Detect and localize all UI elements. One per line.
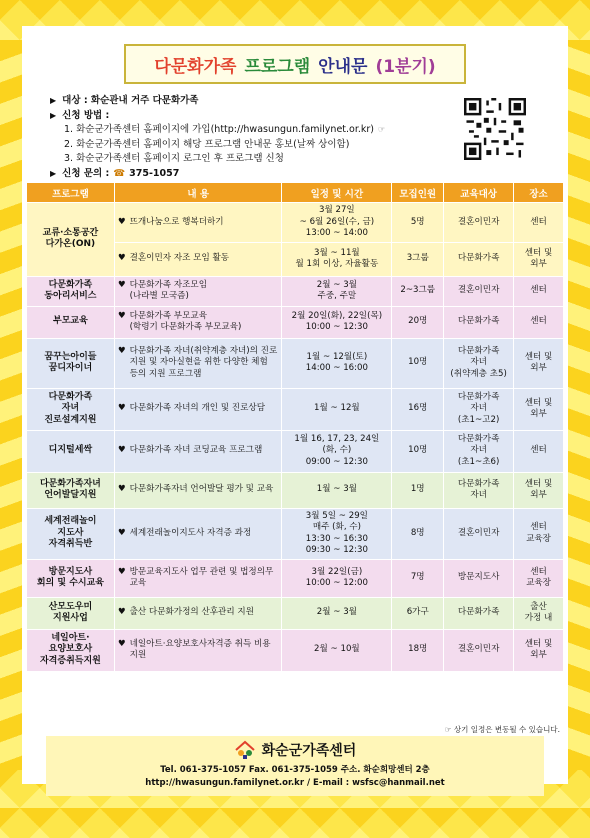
count-cell (392, 508, 444, 559)
program-name-cell (27, 472, 115, 508)
content-text: 다문화가족 자녀 코딩교육 프로그램 (129, 445, 263, 456)
schedule-text: 3월 5일 ~ 29일 매주 (화, 수) 13:30 ~ 16:30 09:30 ~ 12:30 (305, 510, 368, 555)
schedule-cell (282, 430, 392, 472)
count-cell (392, 472, 444, 508)
content-wrap (118, 567, 279, 590)
target-cell (444, 306, 514, 338)
target-text: 결혼이민자 (457, 285, 500, 296)
application-info (50, 94, 450, 181)
schedule-text: 1월 ~ 12월(토) 14:00 ~ 16:00 (305, 351, 368, 373)
content-cell (114, 508, 282, 559)
place-text: 센터 (530, 316, 547, 327)
schedule-text: 1월 ~ 3월 (316, 484, 357, 495)
footer (46, 736, 544, 796)
schedule-cell (282, 203, 392, 243)
count-text: 20명 (408, 316, 428, 327)
content-cell (114, 597, 282, 629)
column-header-program: 프로그램 (27, 183, 115, 203)
title-part-3: 안내문 (318, 56, 368, 77)
qr-code[interactable] (464, 98, 526, 160)
schedule-cell (282, 508, 392, 559)
content-cell (114, 430, 282, 472)
schedule-cell (282, 242, 392, 276)
program-name: 세계전래놀이 지도사 자격취득반 (44, 516, 97, 550)
count-text: 7명 (410, 572, 425, 583)
content-text: 출산 다문화가정의 산후관리 지원 (129, 607, 254, 618)
content-text: 뜨개나눔으로 행복더하기 (129, 216, 224, 227)
program-name-cell (27, 629, 115, 671)
table-row (27, 597, 564, 629)
content-wrap (118, 403, 279, 415)
column-header-place: 장소 (514, 183, 564, 203)
table-row (27, 338, 564, 388)
column-header-content: 내 용 (114, 183, 282, 203)
place-cell (514, 338, 564, 388)
count-text: 6가구 (406, 607, 429, 618)
content-cell (114, 203, 282, 243)
place-cell (514, 472, 564, 508)
title-part-4: (1분기) (375, 56, 436, 77)
program-name-cell (27, 508, 115, 559)
target-text: 결혼이민자 (457, 216, 500, 227)
count-cell (392, 629, 444, 671)
count-cell (392, 559, 444, 597)
schedule-cell (282, 559, 392, 597)
place-text: 센터 (530, 216, 547, 227)
schedule-text: 3월 22일(금) 10:00 ~ 12:00 (305, 566, 368, 588)
count-cell (392, 430, 444, 472)
heart-bullet-icon: ♥ (117, 253, 126, 264)
count-text: 18명 (408, 644, 428, 655)
target-text: 다문화가족 자녀 (취약계층 초5) (450, 345, 507, 379)
target-cell (444, 276, 514, 306)
program-name-cell (27, 338, 115, 388)
content-cell (114, 306, 282, 338)
heart-bullet-icon: ♥ (117, 403, 126, 414)
place-text: 센터 및 외부 (524, 351, 553, 373)
family-center-logo-icon (234, 740, 256, 760)
count-text: 2~3그룹 (400, 285, 436, 296)
schedule-cell (282, 306, 392, 338)
program-name: 다문화가족자녀 언어발달지원 (39, 478, 101, 500)
program-name-cell (27, 276, 115, 306)
content-cell (114, 388, 282, 430)
content-wrap (118, 445, 279, 457)
heart-bullet-icon: ♥ (117, 607, 126, 618)
program-name-cell (27, 306, 115, 338)
program-name: 꿈꾸는아이들 꿈디자이너 (44, 351, 97, 373)
table-row (27, 559, 564, 597)
triangle-bullet-icon: ▶ (50, 96, 57, 105)
target-text: 결혼이민자 (457, 644, 500, 655)
place-text: 센터 및 외부 (524, 638, 553, 660)
target-cell (444, 203, 514, 243)
table-row (27, 508, 564, 559)
decorative-border-left (0, 40, 22, 770)
program-name: 네일아트· 요양보호사 자격증취득지원 (39, 632, 101, 666)
target-cell (444, 338, 514, 388)
count-text: 1명 (410, 484, 425, 495)
count-cell (392, 306, 444, 338)
schedule-cell (282, 597, 392, 629)
table-row (27, 472, 564, 508)
heart-bullet-icon: ♥ (117, 445, 126, 456)
program-name-cell (27, 203, 115, 277)
heart-bullet-icon: ♥ (117, 310, 126, 321)
qr-code-icon (464, 98, 526, 160)
schedule-cell (282, 276, 392, 306)
place-cell (514, 559, 564, 597)
target-text: 방문지도사 (457, 572, 500, 583)
place-cell (514, 508, 564, 559)
place-cell (514, 276, 564, 306)
place-cell (514, 242, 564, 276)
inquiry-label: 신청 문의 : (62, 167, 110, 179)
content-cell (114, 242, 282, 276)
place-text: 센터 교육장 (526, 522, 551, 544)
count-cell (392, 338, 444, 388)
place-text: 센터 및 외부 (524, 478, 553, 500)
target-text: 다문화가족 자녀 (초1~고2) (457, 391, 500, 425)
count-text: 8명 (410, 527, 425, 538)
schedule-cell (282, 629, 392, 671)
method-step-3: 3. 화순군가족센터 홈페이지 로그인 후 프로그램 신청 (64, 153, 284, 164)
schedule-text: 3월 ~ 11월 월 1회 이상, 자율활동 (295, 247, 379, 269)
program-name-cell (27, 430, 115, 472)
target-text: 다문화가족 자녀 (초1~초6) (457, 433, 500, 467)
target-cell (444, 388, 514, 430)
place-text: 센터 (530, 285, 547, 296)
heart-bullet-icon: ♥ (117, 527, 126, 538)
content-wrap (118, 528, 279, 540)
method-step-1[interactable]: 1. 화순군가족센터 홈페이지에 가입(http://hwasungun.familynet.or.kr) (64, 124, 375, 135)
count-cell (392, 242, 444, 276)
content-wrap (118, 280, 279, 303)
method-label: 신청 방법 : (62, 109, 110, 121)
target-cell (444, 430, 514, 472)
notice-sheet (22, 26, 568, 788)
content-text: 다문화가족 부모교육 (학령기 다문화가족 부모교육) (129, 310, 242, 332)
title-part-2: 프로그램 (244, 56, 311, 77)
schedule-note (445, 724, 560, 735)
content-text: 방문교육지도사 업무 관련 및 법정의무교육 (129, 566, 274, 588)
heart-bullet-icon: ♥ (117, 345, 126, 356)
schedule-text: 2월 ~ 3월 주중, 주말 (316, 279, 357, 301)
table-header-row (27, 183, 564, 203)
place-cell (514, 203, 564, 243)
program-name: 부모교육 (53, 316, 88, 327)
schedule-text: 1월 16, 17, 23, 24일 (화, 수) 09:00 ~ 12:30 (294, 433, 380, 467)
table-row (27, 306, 564, 338)
content-text: 다문화가족자녀 언어발달 평가 및 교육 (129, 484, 274, 495)
count-text: 16명 (408, 403, 428, 414)
program-name: 교류·소통공간 다가온(ON) (42, 227, 99, 250)
heart-bullet-icon: ♥ (117, 566, 126, 577)
target-cell (444, 629, 514, 671)
content-cell (114, 559, 282, 597)
place-text: 센터 및 외부 (524, 397, 553, 419)
schedule-cell (282, 472, 392, 508)
schedule-text: 2월 ~ 3월 (316, 607, 357, 618)
phone-icon: ☎ (113, 167, 126, 179)
content-text: 결혼이민자 자조 모임 활동 (129, 253, 230, 264)
place-cell (514, 629, 564, 671)
column-header-schedule: 일정 및 시간 (282, 183, 392, 203)
content-text: 다문화가족 자녀의 개인 및 진로상담 (129, 403, 266, 414)
target-text: 결혼이민자 (457, 527, 500, 538)
target-cell (444, 559, 514, 597)
place-cell (514, 430, 564, 472)
note-text: 상기 일정은 변동될 수 있습니다. (453, 725, 560, 734)
count-cell (392, 388, 444, 430)
target-cell (444, 242, 514, 276)
place-text: 센터 교육장 (526, 566, 551, 588)
program-name: 산모도우미 지원사업 (48, 601, 93, 623)
column-header-count: 모집인원 (392, 183, 444, 203)
content-text: 다문화가족 자녀(취약계층 자녀)의 진로지원 및 자아실현을 위한 다양한 체험 등의 지원 프로그램 (129, 345, 278, 379)
heart-bullet-icon: ♥ (117, 216, 126, 227)
inquiry-phone: 375-1057 (129, 167, 180, 179)
count-text: 10명 (408, 357, 428, 368)
target-cell (444, 597, 514, 629)
count-cell (392, 203, 444, 243)
content-wrap (118, 253, 279, 265)
schedule-cell (282, 388, 392, 430)
count-cell (392, 276, 444, 306)
content-wrap (118, 484, 279, 496)
target-cell (444, 472, 514, 508)
program-name: 방문지도사 회의 및 수시교육 (36, 566, 104, 588)
content-text: 다문화가족 자조모임 (나라별 모국즘) (129, 279, 208, 301)
count-text: 10명 (408, 445, 428, 456)
triangle-bullet-icon: ▶ (50, 110, 57, 120)
triangle-bullet-icon: ▶ (50, 168, 57, 178)
place-text: 출산 가정 내 (524, 601, 553, 623)
table-row (27, 276, 564, 306)
place-cell (514, 306, 564, 338)
center-name: 화순군가족센터 (261, 743, 357, 759)
schedule-text: 1월 ~ 12월 (314, 403, 360, 414)
place-text: 센터 (530, 445, 547, 456)
content-text: 네일아트·요양보호사자격증 취득 비용지원 (129, 638, 271, 660)
program-name: 다문화가족 자녀 진로설계지원 (44, 391, 97, 425)
column-header-target: 교육대상 (444, 183, 514, 203)
heart-bullet-icon: ♥ (117, 638, 126, 649)
program-name: 다문화가족 동아리서비스 (44, 279, 97, 301)
table-row (27, 388, 564, 430)
contact-line-2: http://hwasungun.familynet.or.kr / E-mail : wsfsc@hanmail.net (145, 778, 445, 788)
target-text: 다문화가족 자녀 (457, 478, 500, 500)
content-wrap (118, 346, 279, 381)
table-row (27, 629, 564, 671)
program-name-cell (27, 559, 115, 597)
target-label: 대상 : 화순관내 거주 다문화가족 (62, 95, 199, 106)
method-step-2: 2. 화순군가족센터 홈페이지 해당 프로그램 안내문 홍보(날짜 상이함) (64, 138, 350, 150)
content-cell (114, 338, 282, 388)
program-name-cell (27, 388, 115, 430)
content-wrap (118, 311, 279, 334)
content-wrap (118, 639, 279, 662)
target-text: 다문화가족 (457, 607, 500, 618)
table-row (27, 203, 564, 243)
content-cell (114, 629, 282, 671)
content-cell (114, 472, 282, 508)
count-text: 5명 (410, 216, 425, 227)
content-text: 세계전래놀이지도사 자격증 과정 (129, 527, 252, 538)
schedule-cell (282, 338, 392, 388)
decorative-border-right (568, 40, 590, 770)
content-wrap (118, 607, 279, 619)
schedule-text: 2월 ~ 10월 (314, 644, 360, 655)
content-wrap (118, 217, 279, 229)
target-text: 다문화가족 (457, 316, 500, 327)
heart-bullet-icon: ♥ (117, 279, 126, 290)
count-text: 3그룹 (406, 253, 429, 264)
program-name: 디지털세싹 (48, 445, 93, 456)
title-part-1: 다문화가족 (154, 56, 237, 77)
table-row (27, 430, 564, 472)
heart-bullet-icon: ♥ (117, 484, 126, 495)
count-cell (392, 597, 444, 629)
place-cell (514, 388, 564, 430)
schedule-text: 2월 20일(화), 22일(목) 10:00 ~ 12:30 (291, 310, 383, 332)
place-text: 센터 및 외부 (524, 247, 553, 269)
schedule-text: 3월 27일 ~ 6월 26일(수, 금) 13:00 ~ 14:00 (299, 205, 375, 238)
target-text: 다문화가족 (457, 253, 500, 264)
target-cell (444, 508, 514, 559)
pointing-hand-icon: ☞ (378, 125, 386, 134)
content-cell (114, 276, 282, 306)
program-name-cell (27, 597, 115, 629)
program-table (26, 182, 564, 672)
pointing-hand-icon: ☞ (444, 725, 454, 734)
contact-line-1: Tel. 061-375-1057 Fax. 061-375-1059 주소. 화순희망센터 2층 (160, 765, 430, 775)
center-name-row (46, 740, 544, 760)
page-title (124, 44, 466, 84)
place-cell (514, 597, 564, 629)
